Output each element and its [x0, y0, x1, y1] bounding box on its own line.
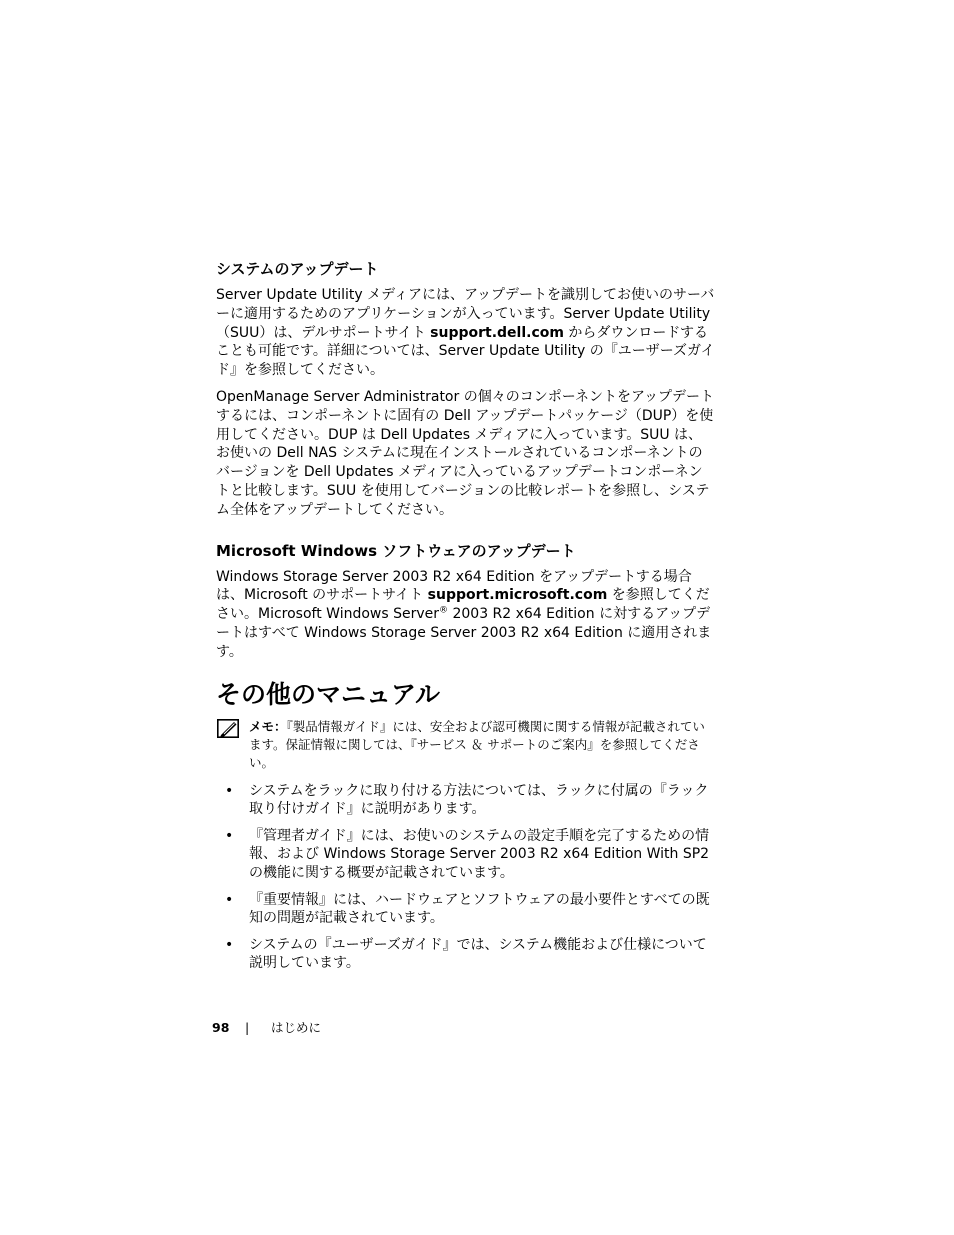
list-item-text: システムをラックに取り付ける方法については、ラックに付属の『ラック取り付けガイド』に説明があります。: [249, 782, 709, 818]
bullet-mark: •: [225, 936, 234, 953]
windows-update-text-3: 2003 R2 x64 Edition に対するアップデートはすべて Windows Storage Server 2003 R2 x64 Edition に適用されます。: [216, 606, 712, 660]
list-item: [216, 936, 716, 974]
list-item: [216, 891, 716, 929]
dell-support-link: support.dell.com: [430, 324, 564, 341]
page-number: 98: [212, 1020, 230, 1035]
suu-paragraph-text-1: Server Update Utility メディアには、アップデートを識別してお使いのサーバーに適用するためのアプリケーションが入っています。Server Update Utility（SUU）は、デルサポートサイト: [216, 287, 715, 341]
registered-mark: ®: [439, 605, 449, 616]
microsoft-support-link: support.microsoft.com: [427, 587, 608, 604]
manuals-list: [216, 782, 716, 974]
bullet-mark: •: [225, 827, 234, 844]
suu-paragraph: [216, 286, 716, 380]
note-text: 『製品情報ガイド』には、安全および認可機関に関する情報が記載されています。保証情報に関しては、『サービス ＆ サポートのご案内』を参照してください。: [249, 718, 705, 770]
windows-update-text-1: Windows Storage Server 2003 R2 x64 Edition をアップデートする場合は、Microsoft のサポートサイト: [216, 568, 692, 604]
list-item-text: 『重要情報』には、ハードウェアとソフトウェアの最小要件とすべての既知の問題が記載されています。: [249, 891, 710, 927]
system-update-heading: システムのアップデート: [216, 260, 379, 278]
list-item: [216, 827, 716, 883]
list-item-text: システムの『ユーザーズガイド』では、システム機能および仕様について説明しています。: [249, 936, 707, 972]
bullet-mark: •: [225, 891, 234, 908]
footer-separator: |: [245, 1020, 250, 1035]
chapter-title: はじめに: [271, 1020, 322, 1035]
other-manuals-heading: その他のマニュアル: [216, 679, 441, 709]
list-item-text: 『管理者ガイド』には、お使いのシステムの設定手順を完了するための情報、および Windows Storage Server 2003 R2 x64 Edition With SP2 の機能に関する概要が記載されています。: [249, 827, 710, 882]
dup-paragraph: OpenManage Server Administrator の個々のコンポーネントをアップデートするには、コンポーネントに固有の Dell アップデートパッケージ（DUP）を使用してください。DUP は Dell Updates メディアに入っています。SUU は、お使いの Dell NAS システムに現在インストールされているコンポーネントのバージョンを Dell Updates メディアに入っているアップデートコンポーネントと比較します。SUU を使用してバージョンの比較レポートを参照し、システム全体をアップデートしてください。: [216, 388, 715, 518]
note-block: [216, 718, 716, 772]
windows-update-heading: Microsoft Windows ソフトウェアのアップデート: [216, 541, 576, 560]
windows-update-text-2: を参照してください。Microsoft Windows Server: [216, 587, 710, 623]
list-item: [216, 782, 716, 820]
bullet-mark: •: [225, 782, 234, 799]
page-footer: [212, 1019, 321, 1037]
note-label: メモ：: [249, 718, 287, 734]
pencil-note-icon: [217, 719, 239, 738]
suu-paragraph-text-2: からダウンロードすることも可能です。詳細については、Server Update Utility の『ユーザーズガイド』を参照してください。: [216, 324, 715, 379]
windows-update-paragraph: [216, 568, 716, 662]
page-content: [216, 258, 716, 981]
